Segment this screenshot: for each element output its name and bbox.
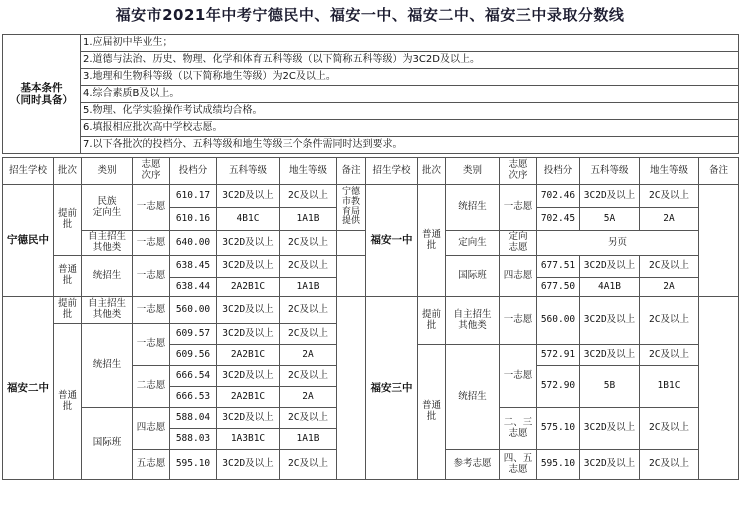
- school-sanzhong: 福安三中: [366, 297, 418, 480]
- school-yizhong: 福安一中: [366, 185, 418, 297]
- batch-cell: 普通批: [418, 345, 446, 480]
- five-cell: 3C2D及以上: [580, 408, 640, 450]
- geo-cell: 2C及以上: [280, 231, 337, 256]
- five-cell: 3C2D及以上: [217, 450, 280, 480]
- geo-cell: 2C及以上: [280, 185, 337, 208]
- five-cell: 2A2B1C: [217, 387, 280, 408]
- geo-cell: 2C及以上: [640, 345, 699, 366]
- score-cell: 666.53: [170, 387, 217, 408]
- five-cell: 3C2D及以上: [217, 231, 280, 256]
- five-cell: 3C2D及以上: [217, 408, 280, 429]
- category-cell: 国际班: [446, 256, 500, 297]
- geo-cell: 2A: [640, 278, 699, 297]
- score-cell: 560.00: [537, 297, 580, 345]
- note-cell-empty: [699, 185, 739, 297]
- condition-item-2: 2.道德与法治、历史、物理、化学和体育五科等级（以下简称五科等级）为3C2D及以上。: [81, 52, 739, 69]
- geo-cell: 2C及以上: [280, 366, 337, 387]
- batch-cell: 普通批: [418, 185, 446, 297]
- header-batch-right: 批次: [418, 158, 446, 185]
- score-cell: 638.45: [170, 256, 217, 278]
- score-cell: 572.90: [537, 366, 580, 408]
- geo-cell: 2C及以上: [280, 324, 337, 345]
- score-cell: 610.17: [170, 185, 217, 208]
- five-cell: 3C2D及以上: [217, 185, 280, 208]
- score-cell: 677.50: [537, 278, 580, 297]
- school-ningde: 宁德民中: [3, 185, 54, 297]
- five-cell: 3C2D及以上: [217, 324, 280, 345]
- page-title: 福安市2021年中考宁德民中、福安一中、福安二中、福安三中录取分数线: [115, 6, 625, 24]
- header-note-right: 备注: [699, 158, 739, 185]
- category-cell: 定向生: [446, 231, 500, 256]
- geo-cell: 2C及以上: [280, 256, 337, 278]
- choice-cell: 四、五 志愿: [500, 450, 537, 480]
- condition-item-7: 7.以下各批次的投档分、五科等级和地生等级三个条件需同时达到要求。: [81, 137, 739, 154]
- five-cell: 4B1C: [217, 208, 280, 231]
- five-cell: 2A2B1C: [217, 278, 280, 297]
- score-cell: 588.03: [170, 429, 217, 450]
- score-cell: 560.00: [170, 297, 217, 324]
- choice-cell: 一志愿: [500, 185, 537, 231]
- school-erzhong: 福安二中: [3, 297, 54, 480]
- header-batch: 批次: [54, 158, 82, 185]
- five-cell: 3C2D及以上: [217, 256, 280, 278]
- choice-cell: 一志愿: [500, 345, 537, 408]
- score-cell: 609.57: [170, 324, 217, 345]
- five-cell: 3C2D及以上: [217, 297, 280, 324]
- batch-cell: 普通批: [54, 256, 82, 297]
- choice-cell: 一志愿: [500, 297, 537, 345]
- conditions-label-line1: 基本条件: [20, 81, 63, 94]
- five-cell: 3C2D及以上: [580, 297, 640, 345]
- score-cell: 610.16: [170, 208, 217, 231]
- geo-cell: 2C及以上: [640, 256, 699, 278]
- note-cell-empty: [337, 231, 366, 256]
- choice-cell: 四志愿: [500, 256, 537, 297]
- choice-cell: 一志愿: [133, 256, 170, 297]
- geo-cell: 2C及以上: [640, 297, 699, 345]
- five-cell: 1A3B1C: [217, 429, 280, 450]
- five-cell: 3C2D及以上: [580, 450, 640, 480]
- score-cell: 702.46: [537, 185, 580, 208]
- score-cell: 666.54: [170, 366, 217, 387]
- condition-item-6: 6.填报相应批次高中学校志愿。: [81, 120, 739, 137]
- header-note: 备注: [337, 158, 366, 185]
- geo-cell: 2A: [280, 387, 337, 408]
- header-choice: 志愿 次序: [133, 158, 170, 185]
- header-geo: 地生等级: [280, 158, 337, 185]
- condition-item-1: 1.应届初中毕业生；: [81, 35, 739, 52]
- five-cell: 3C2D及以上: [217, 366, 280, 387]
- geo-cell: 1A1B: [280, 208, 337, 231]
- score-cell: 677.51: [537, 256, 580, 278]
- batch-cell: 提前批: [418, 297, 446, 345]
- geo-cell: 2C及以上: [640, 408, 699, 450]
- conditions-label: [3, 35, 81, 154]
- choice-cell: 二志愿: [133, 366, 170, 408]
- geo-cell: 1B1C: [640, 366, 699, 408]
- score-cell: 702.45: [537, 208, 580, 231]
- geo-cell: 2C及以上: [280, 297, 337, 324]
- score-cell: 572.91: [537, 345, 580, 366]
- header-score: 投档分: [170, 158, 217, 185]
- five-cell: 3C2D及以上: [580, 256, 640, 278]
- header-row: [3, 158, 739, 185]
- batch-cell: 提前批: [54, 185, 82, 256]
- choice-cell: 定向 志愿: [500, 231, 537, 256]
- condition-item-4: 4.综合素质B及以上。: [81, 86, 739, 103]
- batch-cell: 普通批: [54, 324, 82, 480]
- geo-cell: 1A1B: [280, 429, 337, 450]
- five-cell: 4A1B: [580, 278, 640, 297]
- condition-item-3: 3.地理和生物科等级（以下简称地生等级）为2C及以上。: [81, 69, 739, 86]
- category-cell: 统招生: [82, 256, 133, 297]
- score-cell: 595.10: [537, 450, 580, 480]
- header-school-right: 招生学校: [366, 158, 418, 185]
- choice-cell: 一志愿: [133, 297, 170, 324]
- score-cell: 640.00: [170, 231, 217, 256]
- category-cell: 自主招生 其他类: [446, 297, 500, 345]
- category-cell: 国际班: [82, 408, 133, 480]
- category-cell: 自主招生 其他类: [82, 297, 133, 324]
- choice-cell: 二、三 志愿: [500, 408, 537, 450]
- see-other-page: 另页: [537, 231, 699, 256]
- condition-item-5: 5.物理、化学实验操作考试成绩均合格。: [81, 103, 739, 120]
- geo-cell: 2C及以上: [640, 450, 699, 480]
- score-cell: 609.56: [170, 345, 217, 366]
- header-score-right: 投档分: [537, 158, 580, 185]
- geo-cell: 1A1B: [280, 278, 337, 297]
- category-cell: 统招生: [82, 324, 133, 408]
- choice-cell: 一志愿: [133, 185, 170, 231]
- table-row: [3, 185, 739, 208]
- score-cell: 638.44: [170, 278, 217, 297]
- category-cell: 统招生: [446, 345, 500, 450]
- category-cell: 参考志愿: [446, 450, 500, 480]
- note-cell-empty: [337, 256, 366, 297]
- conditions-label-line2: （同时具备）: [10, 94, 73, 106]
- score-cell: 575.10: [537, 408, 580, 450]
- header-five-right: 五科等级: [580, 158, 640, 185]
- score-cell: 588.04: [170, 408, 217, 429]
- header-geo-right: 地生等级: [640, 158, 699, 185]
- geo-cell: 2C及以上: [640, 185, 699, 208]
- header-category-right: 类别: [446, 158, 500, 185]
- five-cell: 5A: [580, 208, 640, 231]
- header-school: 招生学校: [3, 158, 54, 185]
- header-choice-right: 志愿 次序: [500, 158, 537, 185]
- table-row: [3, 297, 739, 324]
- note-cell-empty: [337, 297, 366, 480]
- category-cell: 统招生: [446, 185, 500, 231]
- choice-cell: 四志愿: [133, 408, 170, 450]
- header-five: 五科等级: [217, 158, 280, 185]
- batch-cell: 提前批: [54, 297, 82, 324]
- geo-cell: 2C及以上: [280, 450, 337, 480]
- category-cell: 自主招生 其他类: [82, 231, 133, 256]
- choice-cell: 五志愿: [133, 450, 170, 480]
- geo-cell: 2C及以上: [280, 408, 337, 429]
- note-cell: 宁德市教育局提供: [337, 185, 366, 231]
- conditions-table: [2, 34, 739, 154]
- header-category: 类别: [82, 158, 133, 185]
- choice-cell: 一志愿: [133, 231, 170, 256]
- five-cell: 5B: [580, 366, 640, 408]
- geo-cell: 2A: [280, 345, 337, 366]
- category-cell: 民族 定向生: [82, 185, 133, 231]
- note-cell-empty: [699, 297, 739, 480]
- five-cell: 2A2B1C: [217, 345, 280, 366]
- score-cell: 595.10: [170, 450, 217, 480]
- score-table: [2, 157, 739, 480]
- choice-cell: 一志愿: [133, 324, 170, 366]
- five-cell: 3C2D及以上: [580, 185, 640, 208]
- geo-cell: 2A: [640, 208, 699, 231]
- five-cell: 3C2D及以上: [580, 345, 640, 366]
